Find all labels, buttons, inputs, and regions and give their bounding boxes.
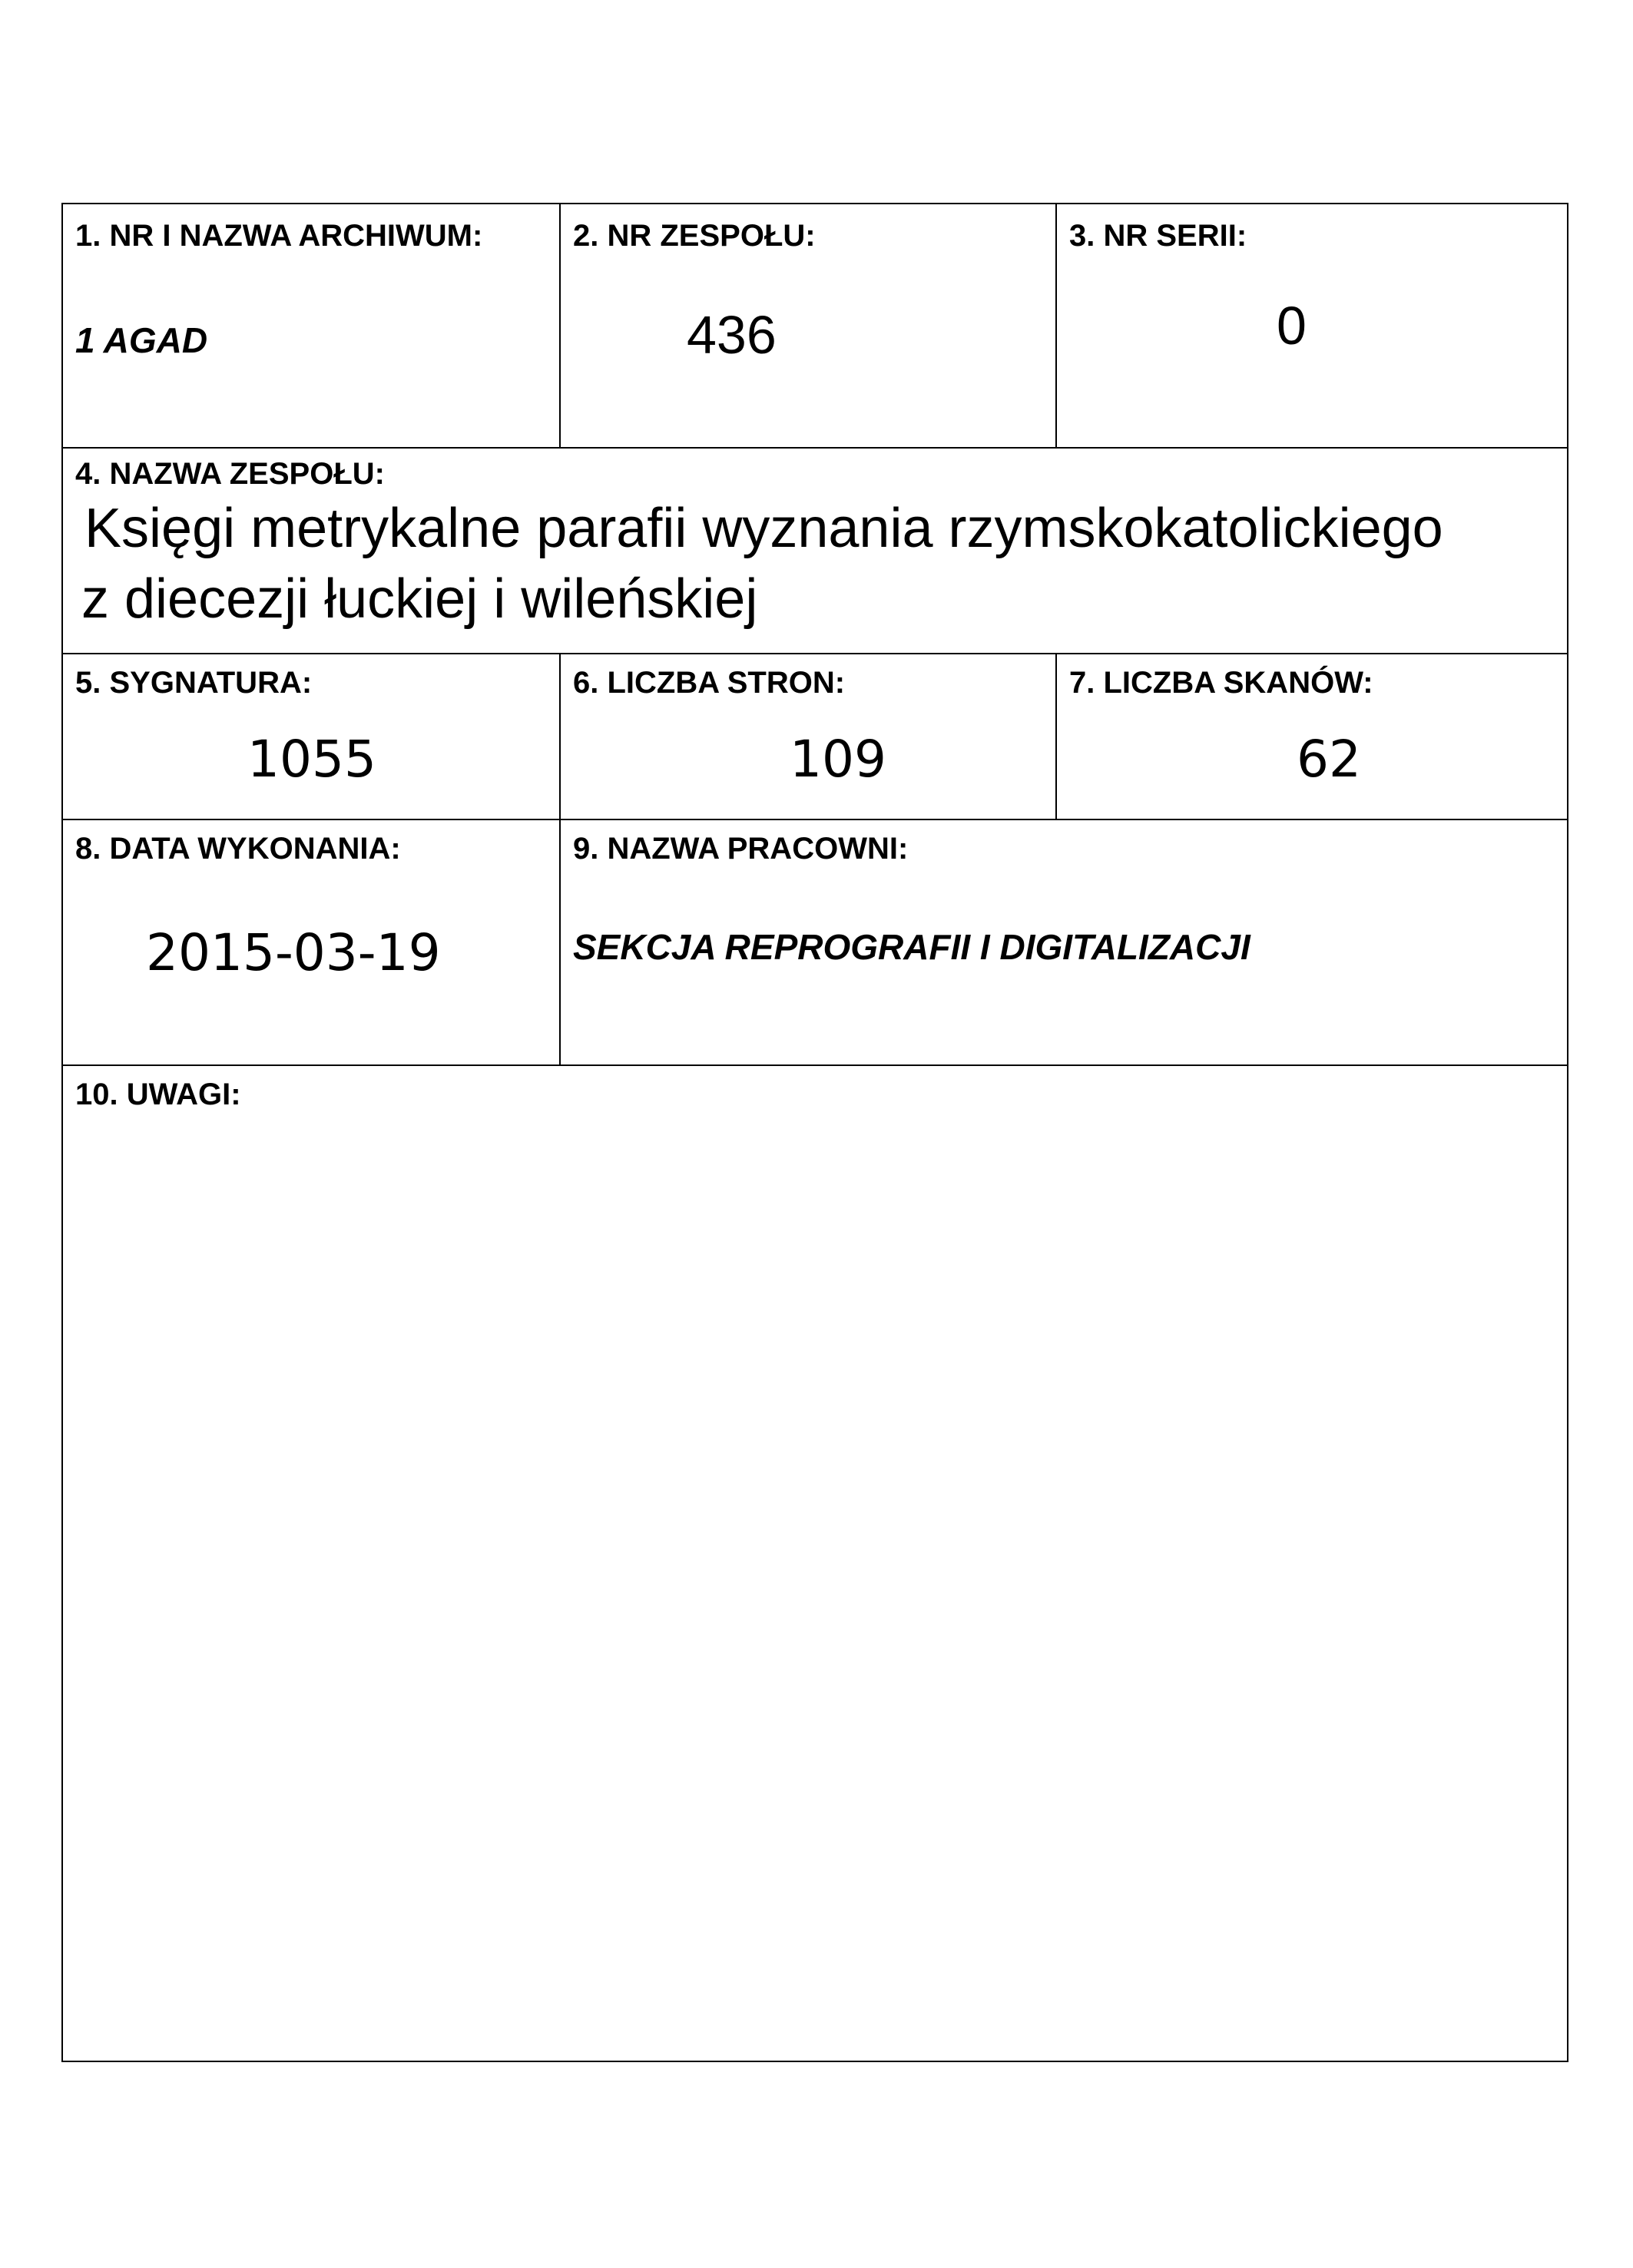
signature-value: 1055 (247, 730, 376, 789)
remarks-cell (63, 1066, 1568, 2062)
date-cell (63, 820, 559, 1064)
remarks-label: 10. UWAGI: (75, 1078, 241, 1111)
scan-count-value: 62 (1297, 730, 1361, 789)
scan-count-cell (1057, 654, 1568, 819)
fond-name-cell (63, 449, 1568, 653)
series-number-cell (1057, 204, 1568, 447)
series-number-value: 0 (1277, 296, 1307, 356)
page-count-cell (561, 654, 1055, 819)
page-count-label: 6. LICZBA STRON: (573, 666, 846, 700)
workshop-value: SEKCJA REPROGRAFII I DIGITALIZACJI (573, 927, 1250, 967)
page-count-value: 109 (790, 730, 886, 789)
workshop-label: 9. NAZWA PRACOWNI: (573, 832, 909, 866)
fond-number-label: 2. NR ZESPOŁU: (573, 219, 816, 253)
scan-count-label: 7. LICZBA SKANÓW: (1069, 666, 1373, 700)
signature-cell (63, 654, 559, 819)
archive-label: 1. NR I NAZWA ARCHIWUM: (75, 219, 483, 253)
archive-value: 1 AGAD (75, 320, 208, 360)
fond-name-line-1: Księgi metrykalne parafii wyznania rzymskokatolickiego (84, 498, 1443, 559)
date-label: 8. DATA WYKONANIA: (75, 832, 401, 866)
fond-name-value (81, 493, 1559, 634)
fond-name-line-2: z diecezji łuckiej i wileńskiej (81, 568, 758, 630)
date-value: 2015-03-19 (146, 923, 441, 982)
signature-label: 5. SYGNATURA: (75, 666, 313, 700)
fond-name-label: 4. NAZWA ZESPOŁU: (75, 457, 385, 491)
fond-number-value: 436 (687, 305, 777, 365)
fond-number-cell (561, 204, 1055, 447)
series-number-label: 3. NR SERII: (1069, 219, 1247, 253)
workshop-cell (561, 820, 1568, 1064)
archive-metadata-form (61, 203, 1568, 2062)
archive-cell (63, 204, 559, 447)
